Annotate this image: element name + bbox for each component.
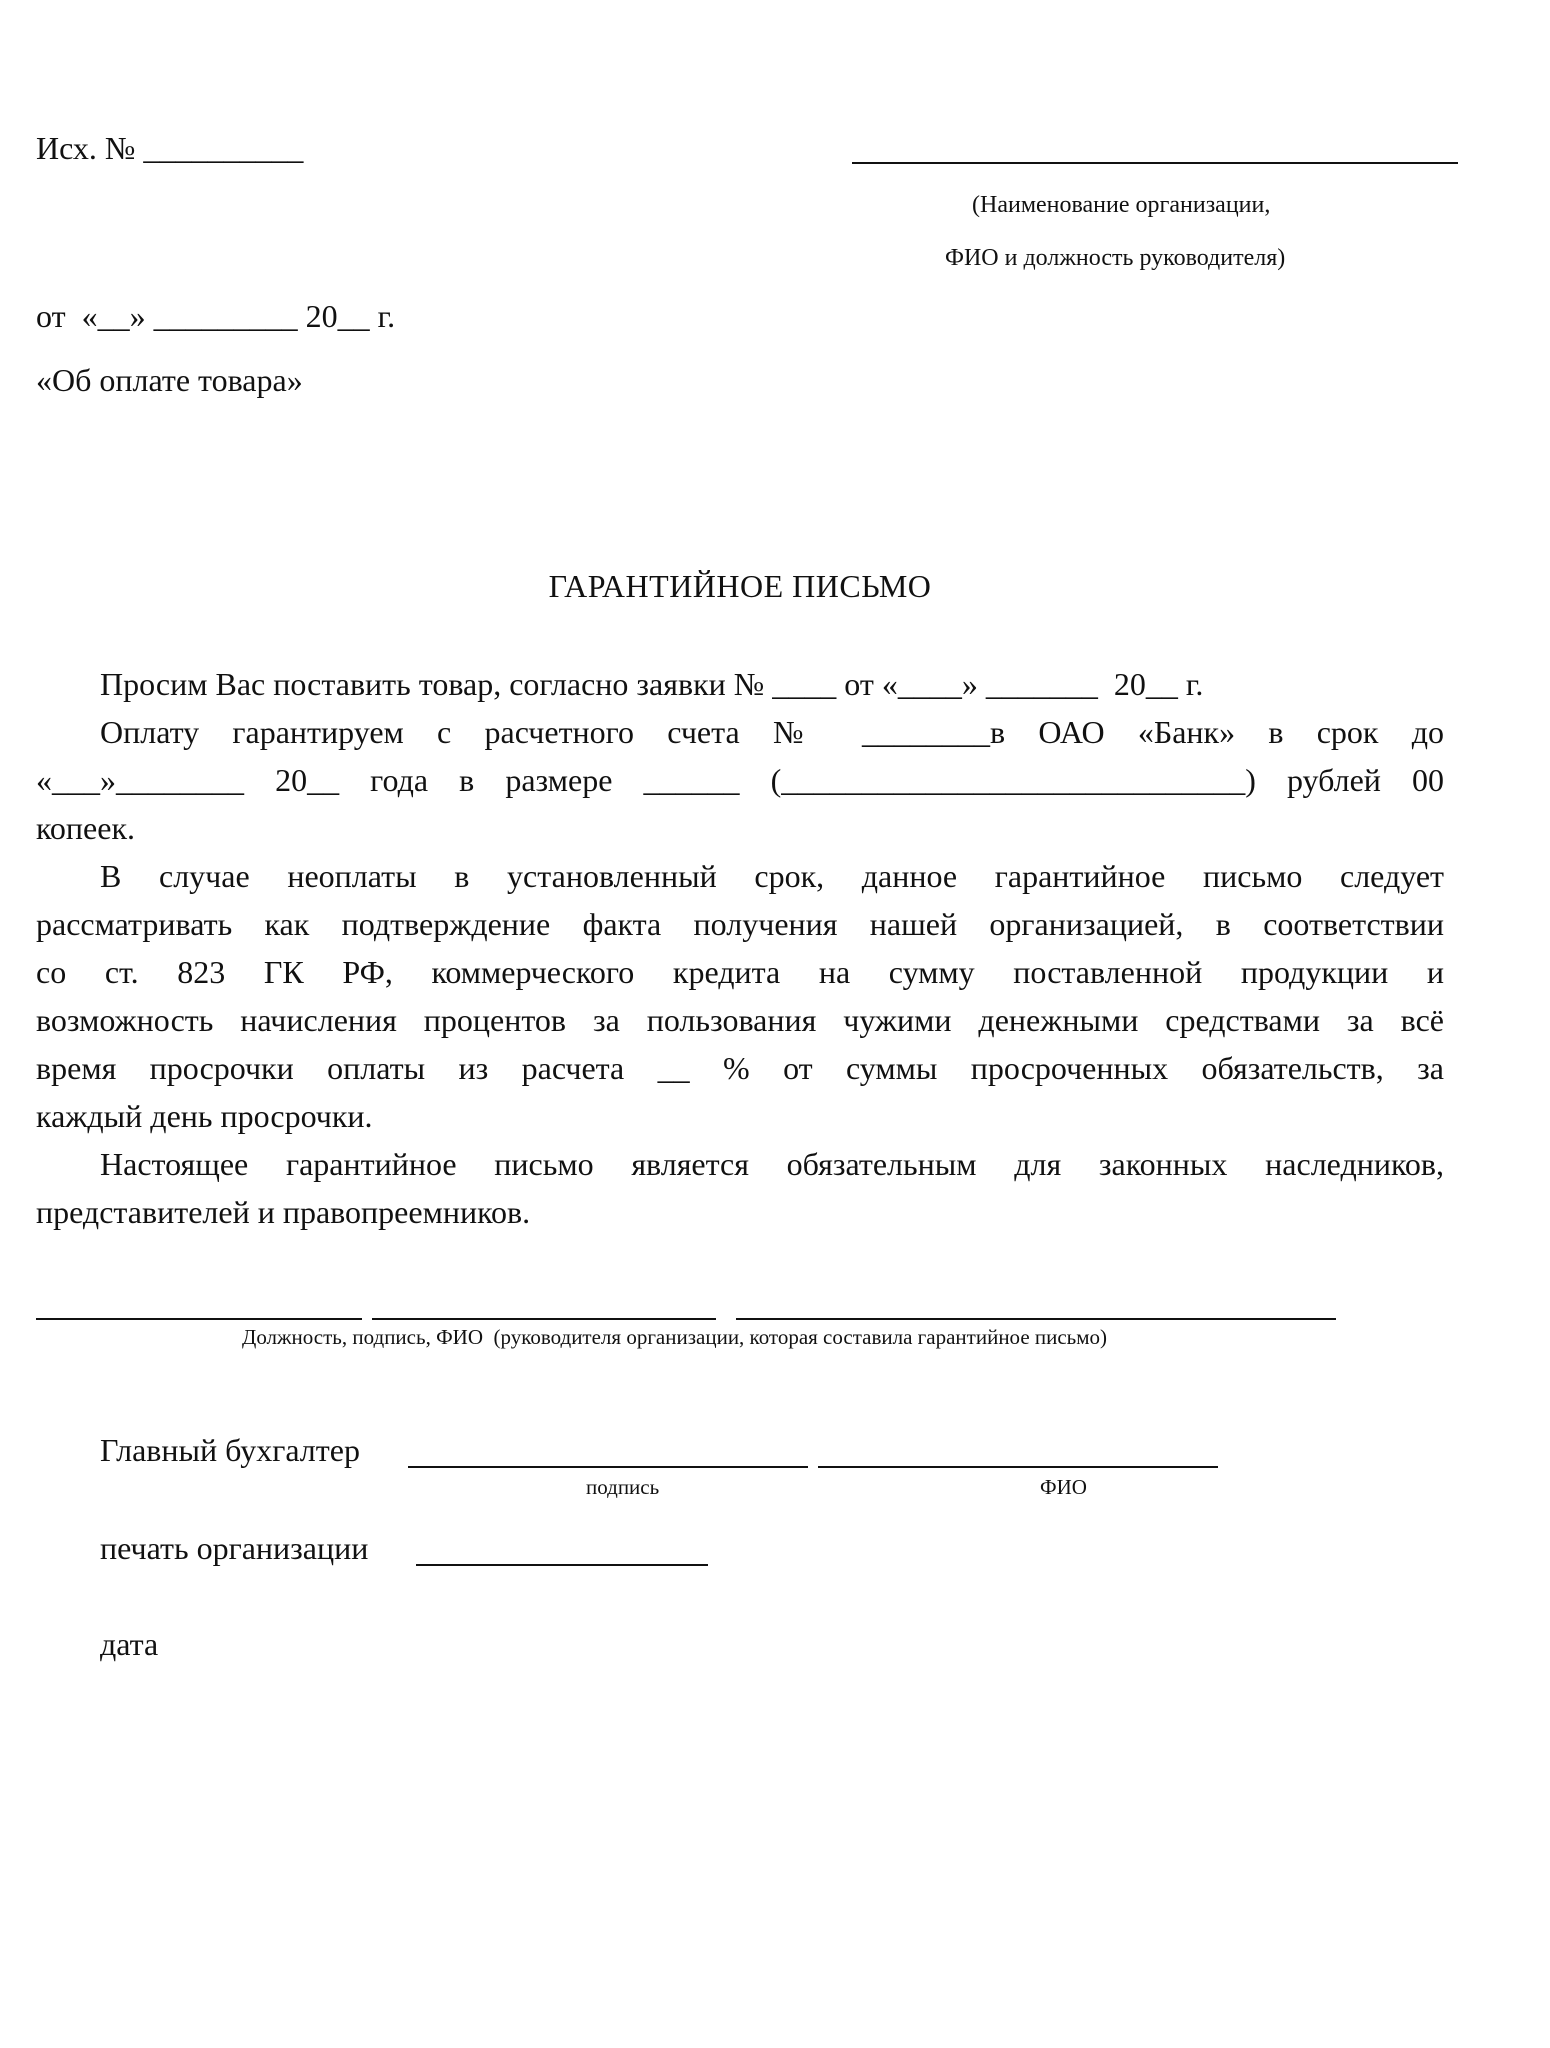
recipient-caption-org: (Наименование организации, <box>972 192 1271 218</box>
document-title: ГАРАНТИЙНОЕ ПИСЬМО <box>548 568 932 604</box>
date-label: дата <box>100 1626 159 1662</box>
signature-caption: Должность, подпись, ФИО (руководителя организации, которая составила гарантийное письмо) <box>242 1325 1108 1349</box>
paragraph-binding-line-1: Настоящее гарантийное письмо является обязательным для законных наследников, <box>100 1146 1444 1182</box>
paragraph-default-line-2: рассматривать как подтверждение факта получения нашей организацией, в соответствии <box>36 906 1444 942</box>
seal-line <box>416 1564 708 1566</box>
signature-sign-line <box>372 1318 716 1320</box>
paragraph-default-line-1: В случае неоплаты в установленный срок, данное гарантийное письмо следует <box>100 858 1444 894</box>
paragraph-binding-line-2: представителей и правопреемников. <box>36 1194 531 1230</box>
paragraph-payment-line-2: «___»________ 20__ года в размере ______ (_____________________________) рублей 00 <box>36 762 1444 798</box>
paragraph-request: Просим Вас поставить товар, согласно заявки № ____ от «____» _______ 20__ г. <box>100 666 1204 702</box>
recipient-caption-head: ФИО и должность руководителя) <box>945 245 1286 271</box>
paragraph-default-line-5: время просрочки оплаты из расчета __ % от суммы просроченных обязательств, за <box>36 1050 1444 1086</box>
paragraph-default-line-4: возможность начисления процентов за пользования чужими денежными средствами за всё <box>36 1002 1444 1038</box>
outgoing-ref-number: Исх. № __________ <box>36 130 304 166</box>
letter-subject: «Об оплате товара» <box>36 362 303 398</box>
accountant-sign-line <box>408 1466 808 1468</box>
letter-date: от «__» _________ 20__ г. <box>36 298 396 334</box>
recipient-line <box>852 162 1458 164</box>
seal-label: печать организации <box>100 1530 369 1566</box>
paragraph-payment-line-1: Оплату гарантируем с расчетного счета № ________в ОАО «Банк» в срок до <box>100 714 1444 750</box>
signature-name-line <box>736 1318 1336 1320</box>
signature-position-line <box>36 1318 362 1320</box>
paragraph-default-line-6: каждый день просрочки. <box>36 1098 373 1134</box>
accountant-name-line <box>818 1466 1218 1468</box>
accountant-sign-caption: подпись <box>586 1475 660 1499</box>
chief-accountant-label: Главный бухгалтер <box>100 1432 360 1468</box>
accountant-name-caption: ФИО <box>1040 1475 1087 1499</box>
paragraph-default-line-3: со ст. 823 ГК РФ, коммерческого кредита на сумму поставленной продукции и <box>36 954 1444 990</box>
paragraph-payment-line-3: копеек. <box>36 810 135 846</box>
